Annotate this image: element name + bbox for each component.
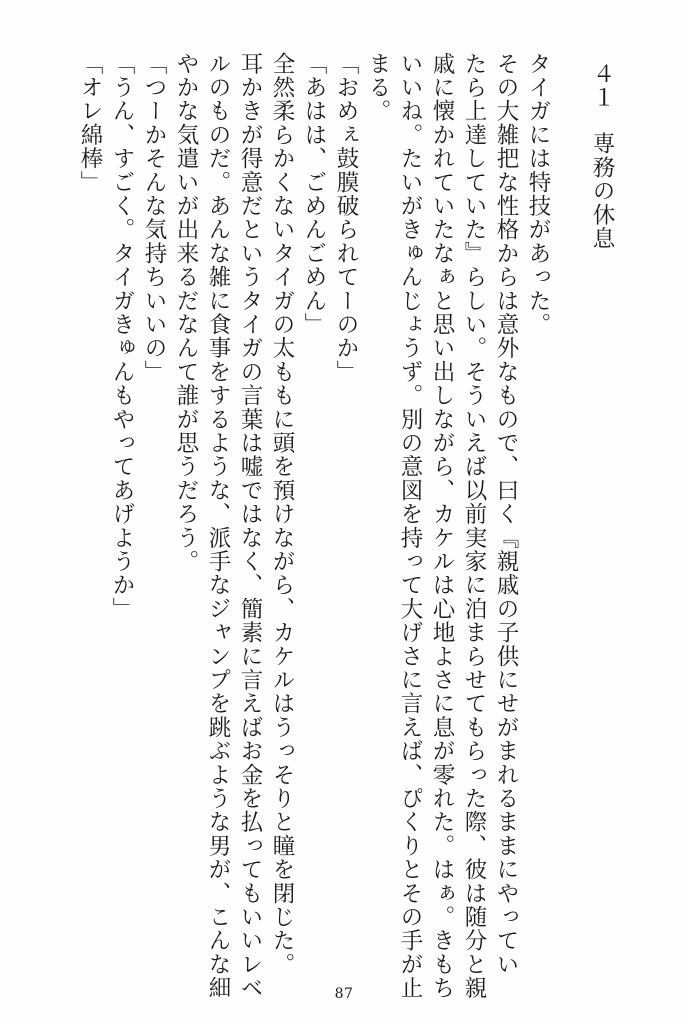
dialogue-line: 「あはは、ごめんごめん」 bbox=[301, 52, 327, 337]
body-line: 戚に懐かれていたなぁと思い出しながら、カケルは心地よさに息が零れた。はぁ。きもち bbox=[429, 52, 455, 1000]
dialogue-line: 「うん、すごく。タイガきゅんもやってあげようか」 bbox=[109, 52, 135, 621]
dialogue-line: 「おめぇ鼓膜破られてーのか」 bbox=[333, 52, 359, 384]
body-line: その大雑把な性格からは意外なもので、曰く『親戚の子供にせがまれるままにやってい bbox=[493, 52, 519, 977]
body-line: まる。 bbox=[365, 52, 391, 124]
dialogue-line: 「つーかそんな気持ちいいの」 bbox=[141, 52, 167, 384]
body-line: やかな気遣いが出来るだなんて誰が思うだろう。 bbox=[173, 52, 199, 574]
dialogue-line: 「オレ綿棒」 bbox=[77, 52, 103, 195]
page-number: 87 bbox=[334, 986, 354, 1002]
heading-spacer bbox=[591, 109, 614, 132]
body-line: 耳かきが得意だというタイガの言葉は嘘ではなく、簡素に言えばお金を払ってもいいレベ bbox=[237, 52, 263, 1000]
body-line: たら上達していた』らしい。そういえば以前実家に泊まらせてもらった際、彼は随分と親 bbox=[461, 52, 487, 1000]
chapter-heading bbox=[586, 62, 618, 957]
chapter-title: 専務の休息 bbox=[589, 131, 615, 251]
body-line: タイガには特技があった。 bbox=[525, 52, 551, 337]
chapter-number: ４１ bbox=[589, 62, 615, 110]
body-line: ルのものだ。あんな雑に食事をするような、派手なジャンプを跳ぶような男が、こんな細 bbox=[205, 52, 231, 1000]
body-line: いいね。たいがきゅんじょうず。別の意図を持って大げさに言えば、ぴくりとその手が止 bbox=[397, 52, 423, 1000]
body-line: 全然柔らかくないタイガの太ももに頭を預けながら、カケルはうっそりと瞳を閉じた。 bbox=[269, 52, 295, 977]
